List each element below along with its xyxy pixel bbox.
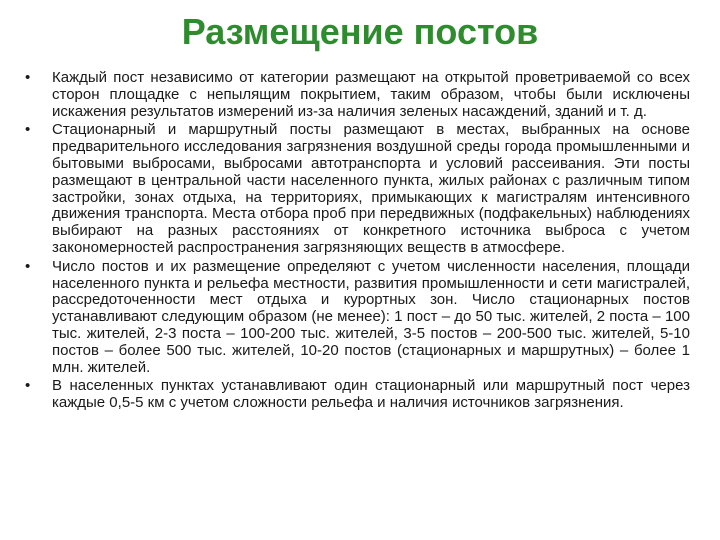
bullet-dot-icon: • bbox=[25, 257, 31, 275]
bullet-text: Каждый пост независимо от категории размещают на открытой проветриваемой со всех сторон площадке с непылящим покрытием, таким образом, чтобы были исключены искажения результатов измерений из-за наличия зеленых насаждений, зданий и т. д. bbox=[52, 69, 690, 120]
bullet-item bbox=[22, 122, 690, 256]
bullet-dot-icon: • bbox=[25, 377, 31, 395]
bullet-item bbox=[22, 70, 690, 120]
slide-title: Размещение постов bbox=[181, 11, 539, 52]
bullet-dot-icon: • bbox=[25, 121, 31, 139]
bullet-text: Число постов и их размещение определяют с учетом численности населения, площади населенного пункта и рельефа местности, развития промышленности и сети магистралей, рассредоточенности мест отдыха и курортных зон. Число стационарных постов устанавливают следующим образом (не менее): 1 пост – до 50 тыс. жителей, 2 поста – 100 тыс. жителей, 2-3 поста – 100-200 тыс. жителей, 3-5 постов – 200-500 тыс. жителей, 5-10 постов – более 500 тыс. жителей, 10-20 постов (стационарных и маршрутных) – более 1 млн. жителей. bbox=[52, 257, 690, 376]
bullet-list bbox=[22, 70, 690, 414]
bullet-dot-icon: • bbox=[25, 69, 31, 86]
bullet-item bbox=[22, 259, 690, 377]
bullet-text: Стационарный и маршрутный посты размещают в местах, выбранных на основе предварительного исследования загрязнения воздушной среды города промышленными и бытовыми выбросами, выбросами автотранспорта и условий рассеивания. Эти посты размещают в центральной части населенного пункта, жилых районах с различным типом застройки, зонах отдыха, на территориях, примыкающих к магистралям интенсивного движения транспорта. Места отбора проб при передвижных (подфакельных) наблюдениях выбирают на разных расстояниях от конкретного источника выброса с учетом закономерностей распространения загрязняющих веществ в атмосфере. bbox=[52, 121, 690, 256]
bullet-item bbox=[22, 378, 690, 412]
bullet-text: В населенных пунктах устанавливают один стационарный или маршрутный пост через каждые 0,5-5 км с учетом сложности рельефа и наличия источников загрязнения. bbox=[52, 377, 690, 412]
